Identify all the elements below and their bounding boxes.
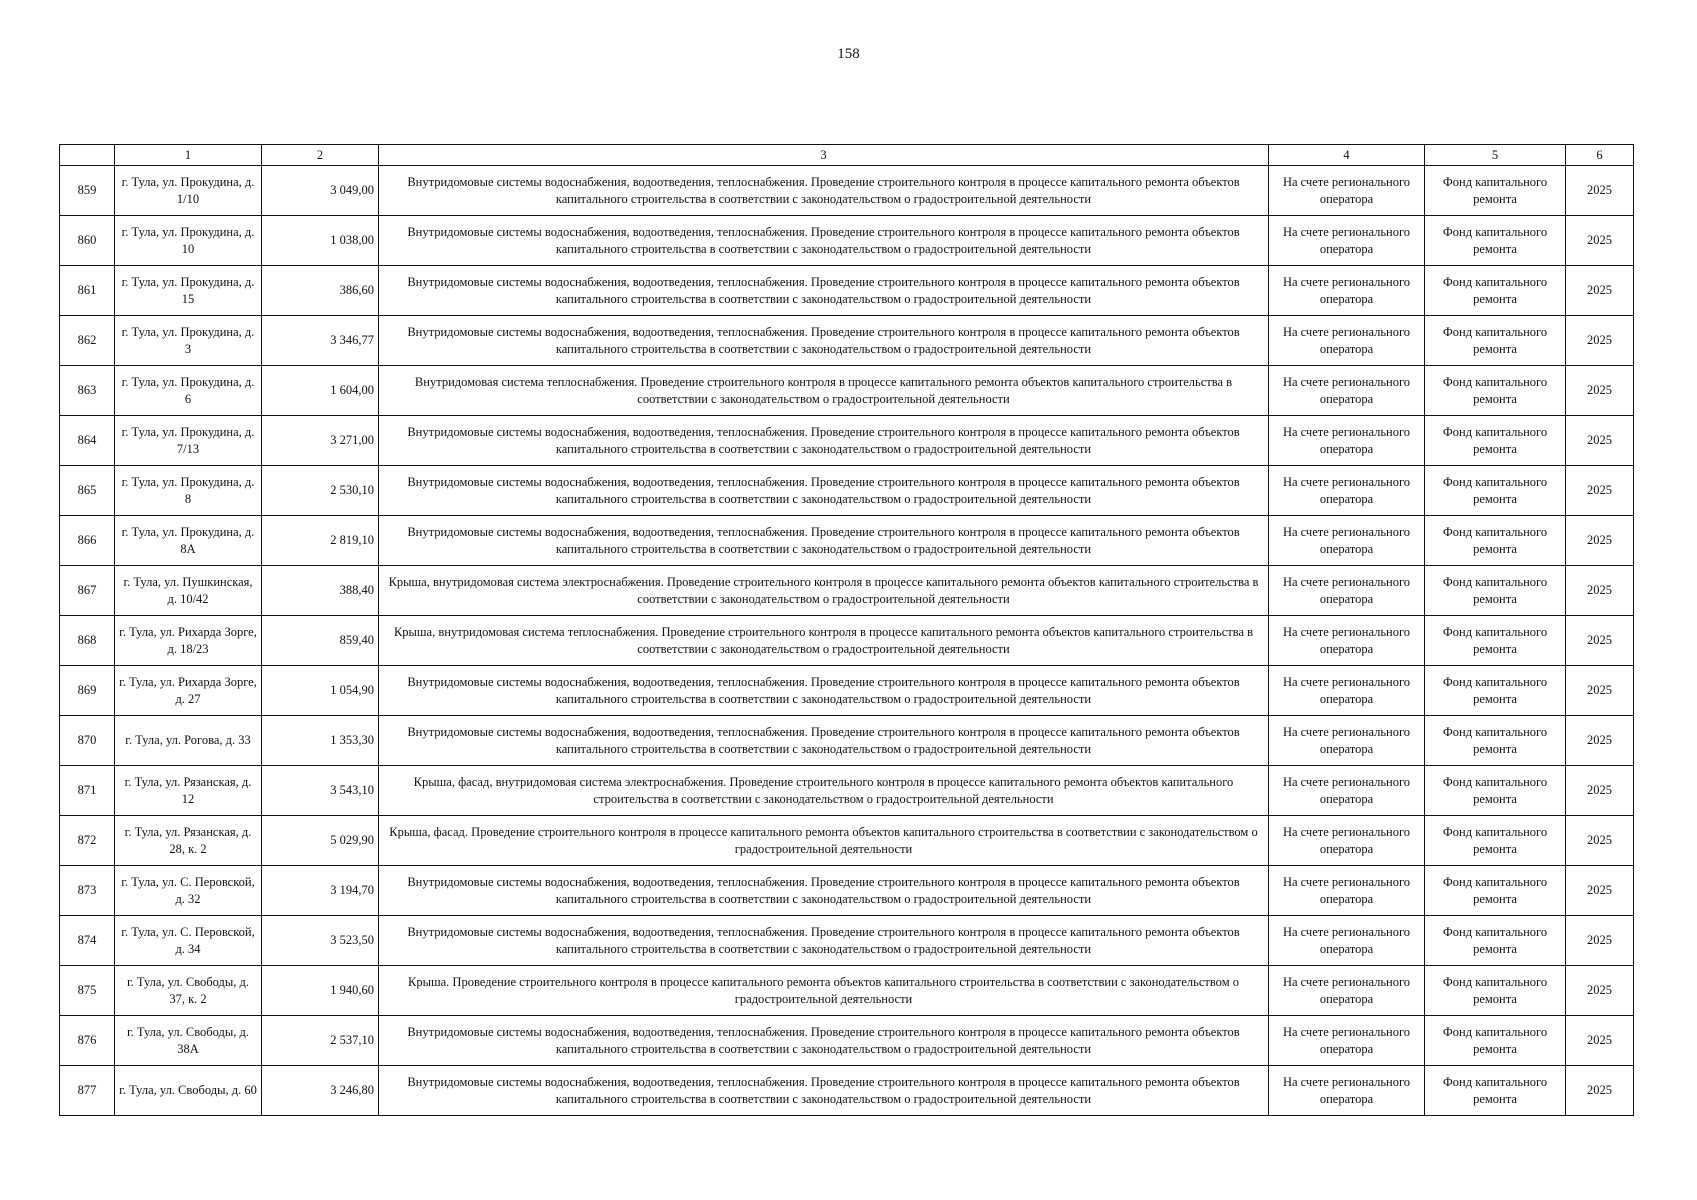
amount-cell: 1 604,00	[262, 366, 379, 416]
amount-cell: 5 029,90	[262, 816, 379, 866]
header-cell-2: 2	[262, 145, 379, 166]
table-row	[60, 466, 1634, 516]
amount-cell: 1 353,30	[262, 716, 379, 766]
amount-cell: 1 940,60	[262, 966, 379, 1016]
work-description-cell: Внутридомовые системы водоснабжения, водоотведения, теплоснабжения. Проведение строительного контроля в процессе капитального ремонта объектов капитального строительства в соответствии с законодательством о градостроительной деятельности	[379, 516, 1269, 566]
address-cell: г. Тула, ул. Свободы, д. 38А	[115, 1016, 262, 1066]
year-cell: 2025	[1566, 616, 1634, 666]
funding-source-cell: Фонд капитального ремонта	[1425, 616, 1566, 666]
row-number: 872	[60, 816, 115, 866]
funding-source-cell: Фонд капитального ремонта	[1425, 416, 1566, 466]
row-number: 863	[60, 366, 115, 416]
year-cell: 2025	[1566, 966, 1634, 1016]
address-cell: г. Тула, ул. Прокудина, д. 10	[115, 216, 262, 266]
work-description-cell: Внутридомовые системы водоснабжения, водоотведения, теплоснабжения. Проведение строительного контроля в процессе капитального ремонта объектов капитального строительства в соответствии с законодательством о градостроительной деятельности	[379, 666, 1269, 716]
row-number: 873	[60, 866, 115, 916]
table-row	[60, 266, 1634, 316]
funding-source-cell: Фонд капитального ремонта	[1425, 366, 1566, 416]
funding-source-cell: Фонд капитального ремонта	[1425, 216, 1566, 266]
funding-source-cell: Фонд капитального ремонта	[1425, 816, 1566, 866]
year-cell: 2025	[1566, 1016, 1634, 1066]
row-number: 868	[60, 616, 115, 666]
account-cell: На счете регионального оператора	[1269, 466, 1425, 516]
year-cell: 2025	[1566, 516, 1634, 566]
year-cell: 2025	[1566, 316, 1634, 366]
account-cell: На счете регионального оператора	[1269, 766, 1425, 816]
funding-source-cell: Фонд капитального ремонта	[1425, 716, 1566, 766]
table-row	[60, 816, 1634, 866]
table-row	[60, 866, 1634, 916]
amount-cell: 1 038,00	[262, 216, 379, 266]
address-cell: г. Тула, ул. Пушкинская, д. 10/42	[115, 566, 262, 616]
table-row	[60, 216, 1634, 266]
account-cell: На счете регионального оператора	[1269, 966, 1425, 1016]
account-cell: На счете регионального оператора	[1269, 1016, 1425, 1066]
amount-cell: 3 543,10	[262, 766, 379, 816]
amount-cell: 2 530,10	[262, 466, 379, 516]
address-cell: г. Тула, ул. Рязанская, д. 12	[115, 766, 262, 816]
work-description-cell: Внутридомовая система теплоснабжения. Проведение строительного контроля в процессе капитального ремонта объектов капитального строительства в соответствии с законодательством о градостроительной деятельности	[379, 366, 1269, 416]
table-row	[60, 316, 1634, 366]
table-row	[60, 166, 1634, 216]
year-cell: 2025	[1566, 716, 1634, 766]
funding-source-cell: Фонд капитального ремонта	[1425, 266, 1566, 316]
address-cell: г. Тула, ул. Прокудина, д. 15	[115, 266, 262, 316]
page-number: 158	[837, 46, 860, 62]
account-cell: На счете регионального оператора	[1269, 616, 1425, 666]
account-cell: На счете регионального оператора	[1269, 516, 1425, 566]
account-cell: На счете регионального оператора	[1269, 566, 1425, 616]
amount-cell: 3 049,00	[262, 166, 379, 216]
year-cell: 2025	[1566, 266, 1634, 316]
work-description-cell: Внутридомовые системы водоснабжения, водоотведения, теплоснабжения. Проведение строительного контроля в процессе капитального ремонта объектов капитального строительства в соответствии с законодательством о градостроительной деятельности	[379, 716, 1269, 766]
account-cell: На счете регионального оператора	[1269, 866, 1425, 916]
work-description-cell: Внутридомовые системы водоснабжения, водоотведения, теплоснабжения. Проведение строительного контроля в процессе капитального ремонта объектов капитального строительства в соответствии с законодательством о градостроительной деятельности	[379, 866, 1269, 916]
row-number: 874	[60, 916, 115, 966]
address-cell: г. Тула, ул. Прокудина, д. 3	[115, 316, 262, 366]
account-cell: На счете регионального оператора	[1269, 216, 1425, 266]
amount-cell: 2 819,10	[262, 516, 379, 566]
table-row	[60, 566, 1634, 616]
row-number: 875	[60, 966, 115, 1016]
account-cell: На счете регионального оператора	[1269, 366, 1425, 416]
work-description-cell: Внутридомовые системы водоснабжения, водоотведения, теплоснабжения. Проведение строительного контроля в процессе капитального ремонта объектов капитального строительства в соответствии с законодательством о градостроительной деятельности	[379, 166, 1269, 216]
year-cell: 2025	[1566, 916, 1634, 966]
header-row	[60, 145, 1634, 166]
address-cell: г. Тула, ул. Свободы, д. 60	[115, 1066, 262, 1116]
row-number: 865	[60, 466, 115, 516]
header-cell-6: 6	[1566, 145, 1634, 166]
row-number: 877	[60, 1066, 115, 1116]
work-description-cell: Внутридомовые системы водоснабжения, водоотведения, теплоснабжения. Проведение строительного контроля в процессе капитального ремонта объектов капитального строительства в соответствии с законодательством о градостроительной деятельности	[379, 1016, 1269, 1066]
funding-source-cell: Фонд капитального ремонта	[1425, 916, 1566, 966]
account-cell: На счете регионального оператора	[1269, 316, 1425, 366]
work-description-cell: Внутридомовые системы водоснабжения, водоотведения, теплоснабжения. Проведение строительного контроля в процессе капитального ремонта объектов капитального строительства в соответствии с законодательством о градостроительной деятельности	[379, 916, 1269, 966]
work-description-cell: Внутридомовые системы водоснабжения, водоотведения, теплоснабжения. Проведение строительного контроля в процессе капитального ремонта объектов капитального строительства в соответствии с законодательством о градостроительной деятельности	[379, 316, 1269, 366]
table-row	[60, 516, 1634, 566]
funding-source-cell: Фонд капитального ремонта	[1425, 516, 1566, 566]
address-cell: г. Тула, ул. Прокудина, д. 1/10	[115, 166, 262, 216]
amount-cell: 859,40	[262, 616, 379, 666]
work-description-cell: Крыша. Проведение строительного контроля в процессе капитального ремонта объектов капитального строительства в соответствии с законодательством о градостроительной деятельности	[379, 966, 1269, 1016]
table-row	[60, 716, 1634, 766]
table-row	[60, 916, 1634, 966]
row-number: 870	[60, 716, 115, 766]
amount-cell: 386,60	[262, 266, 379, 316]
row-number: 869	[60, 666, 115, 716]
row-number: 860	[60, 216, 115, 266]
funding-source-cell: Фонд капитального ремонта	[1425, 666, 1566, 716]
table-row	[60, 616, 1634, 666]
work-description-cell: Крыша, фасад. Проведение строительного контроля в процессе капитального ремонта объектов капитального строительства в соответствии с законодательством о градостроительной деятельности	[379, 816, 1269, 866]
header-cell-1: 1	[115, 145, 262, 166]
amount-cell: 2 537,10	[262, 1016, 379, 1066]
year-cell: 2025	[1566, 566, 1634, 616]
row-number: 867	[60, 566, 115, 616]
row-number: 862	[60, 316, 115, 366]
year-cell: 2025	[1566, 216, 1634, 266]
work-description-cell: Внутридомовые системы водоснабжения, водоотведения, теплоснабжения. Проведение строительного контроля в процессе капитального ремонта объектов капитального строительства в соответствии с законодательством о градостроительной деятельности	[379, 216, 1269, 266]
amount-cell: 3 194,70	[262, 866, 379, 916]
address-cell: г. Тула, ул. Рогова, д. 33	[115, 716, 262, 766]
funding-source-cell: Фонд капитального ремонта	[1425, 1066, 1566, 1116]
header-cell-5: 5	[1425, 145, 1566, 166]
amount-cell: 1 054,90	[262, 666, 379, 716]
year-cell: 2025	[1566, 666, 1634, 716]
funding-source-cell: Фонд капитального ремонта	[1425, 466, 1566, 516]
account-cell: На счете регионального оператора	[1269, 1066, 1425, 1116]
address-cell: г. Тула, ул. Прокудина, д. 6	[115, 366, 262, 416]
address-cell: г. Тула, ул. С. Перовской, д. 32	[115, 866, 262, 916]
capital-repair-table	[59, 144, 1634, 1116]
address-cell: г. Тула, ул. Свободы, д. 37, к. 2	[115, 966, 262, 1016]
work-description-cell: Крыша, внутридомовая система электроснабжения. Проведение строительного контроля в процессе капитального ремонта объектов капитального строительства в соответствии с законодательством о градостроительной деятельности	[379, 566, 1269, 616]
amount-cell: 3 246,80	[262, 1066, 379, 1116]
address-cell: г. Тула, ул. С. Перовской, д. 34	[115, 916, 262, 966]
address-cell: г. Тула, ул. Прокудина, д. 8А	[115, 516, 262, 566]
account-cell: На счете регионального оператора	[1269, 716, 1425, 766]
table-row	[60, 366, 1634, 416]
year-cell: 2025	[1566, 416, 1634, 466]
account-cell: На счете регионального оператора	[1269, 416, 1425, 466]
year-cell: 2025	[1566, 166, 1634, 216]
funding-source-cell: Фонд капитального ремонта	[1425, 866, 1566, 916]
row-number: 871	[60, 766, 115, 816]
year-cell: 2025	[1566, 1066, 1634, 1116]
amount-cell: 388,40	[262, 566, 379, 616]
account-cell: На счете регионального оператора	[1269, 166, 1425, 216]
amount-cell: 3 271,00	[262, 416, 379, 466]
year-cell: 2025	[1566, 766, 1634, 816]
address-cell: г. Тула, ул. Рязанская, д. 28, к. 2	[115, 816, 262, 866]
table-row	[60, 966, 1634, 1016]
table-row	[60, 666, 1634, 716]
account-cell: На счете регионального оператора	[1269, 266, 1425, 316]
header-cell-4: 4	[1269, 145, 1425, 166]
amount-cell: 3 523,50	[262, 916, 379, 966]
funding-source-cell: Фонд капитального ремонта	[1425, 966, 1566, 1016]
work-description-cell: Крыша, внутридомовая система теплоснабжения. Проведение строительного контроля в процессе капитального ремонта объектов капитального строительства в соответствии с законодательством о градостроительной деятельности	[379, 616, 1269, 666]
year-cell: 2025	[1566, 816, 1634, 866]
row-number: 861	[60, 266, 115, 316]
account-cell: На счете регионального оператора	[1269, 916, 1425, 966]
work-description-cell: Внутридомовые системы водоснабжения, водоотведения, теплоснабжения. Проведение строительного контроля в процессе капитального ремонта объектов капитального строительства в соответствии с законодательством о градостроительной деятельности	[379, 466, 1269, 516]
header-cell-index	[60, 145, 115, 166]
account-cell: На счете регионального оператора	[1269, 816, 1425, 866]
table-row	[60, 766, 1634, 816]
row-number: 876	[60, 1016, 115, 1066]
amount-cell: 3 346,77	[262, 316, 379, 366]
table-body	[60, 166, 1634, 1116]
header-cell-3: 3	[379, 145, 1269, 166]
year-cell: 2025	[1566, 366, 1634, 416]
funding-source-cell: Фонд капитального ремонта	[1425, 566, 1566, 616]
address-cell: г. Тула, ул. Рихарда Зорге, д. 18/23	[115, 616, 262, 666]
year-cell: 2025	[1566, 866, 1634, 916]
work-description-cell: Внутридомовые системы водоснабжения, водоотведения, теплоснабжения. Проведение строительного контроля в процессе капитального ремонта объектов капитального строительства в соответствии с законодательством о градостроительной деятельности	[379, 266, 1269, 316]
row-number: 859	[60, 166, 115, 216]
table-row	[60, 1016, 1634, 1066]
funding-source-cell: Фонд капитального ремонта	[1425, 166, 1566, 216]
year-cell: 2025	[1566, 466, 1634, 516]
work-description-cell: Внутридомовые системы водоснабжения, водоотведения, теплоснабжения. Проведение строительного контроля в процессе капитального ремонта объектов капитального строительства в соответствии с законодательством о градостроительной деятельности	[379, 416, 1269, 466]
table-row	[60, 416, 1634, 466]
address-cell: г. Тула, ул. Прокудина, д. 8	[115, 466, 262, 516]
funding-source-cell: Фонд капитального ремонта	[1425, 766, 1566, 816]
row-number: 864	[60, 416, 115, 466]
funding-source-cell: Фонд капитального ремонта	[1425, 316, 1566, 366]
row-number: 866	[60, 516, 115, 566]
address-cell: г. Тула, ул. Прокудина, д. 7/13	[115, 416, 262, 466]
work-description-cell: Внутридомовые системы водоснабжения, водоотведения, теплоснабжения. Проведение строительного контроля в процессе капитального ремонта объектов капитального строительства в соответствии с законодательством о градостроительной деятельности	[379, 1066, 1269, 1116]
work-description-cell: Крыша, фасад, внутридомовая система электроснабжения. Проведение строительного контроля в процессе капитального ремонта объектов капитального строительства в соответствии с законодательством о градостроительной деятельности	[379, 766, 1269, 816]
funding-source-cell: Фонд капитального ремонта	[1425, 1016, 1566, 1066]
address-cell: г. Тула, ул. Рихарда Зорге, д. 27	[115, 666, 262, 716]
table-row	[60, 1066, 1634, 1116]
account-cell: На счете регионального оператора	[1269, 666, 1425, 716]
